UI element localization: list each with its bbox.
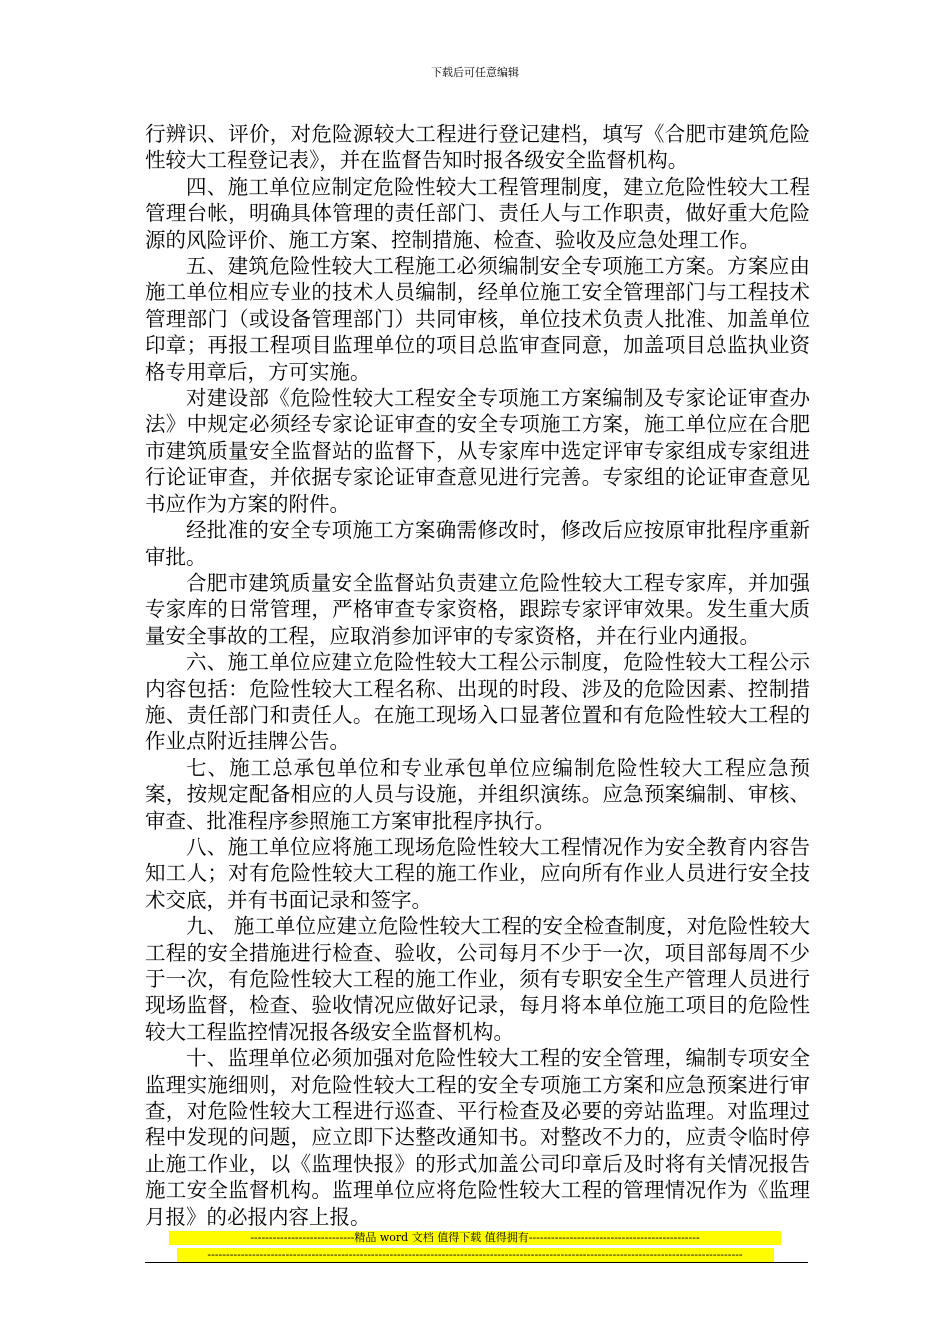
paragraph-item-5: 五、建筑危险性较大工程施工必须编制安全专项施工方案。方案应由施工单位相应专业的技术人员编制，经单位施工安全管理部门与工程技术管理部门（或设备管理部门）共同审核，单位技术负责人批准、加盖单位印章；再报工程项目监理单位的项目总监审查同意，加盖项目总监执业资格专用章后，方可实施。 <box>145 254 810 384</box>
footer-dash-line: ------------------------------------------------------------------------------------------------------------------------------------------------ <box>177 1248 774 1262</box>
footer-banner-line: ----------------------------精品 word 文档 值得下载 值得拥有---------------------------------------------- <box>169 1231 781 1245</box>
document-body <box>145 121 810 1230</box>
paragraph-item-4: 四、施工单位应制定危险性较大工程管理制度，建立危险性较大工程管理台帐，明确具体管理的责任部门、责任人与工作职责，做好重大危险源的风险评价、施工方案、控制措施、检查、验收及应急处理工作。 <box>145 174 810 252</box>
paragraph-revision: 经批准的安全专项施工方案确需修改时，修改后应按原审批程序重新审批。 <box>145 518 810 569</box>
footer-rule <box>145 1262 808 1263</box>
paragraph-item-10: 十、监理单位必须加强对危险性较大工程的安全管理，编制专项安全监理实施细则，对危险性较大工程的安全专项施工方案和应急预案进行审查，对危险性较大工程进行巡查、平行检查及必要的旁站监理。对监理过程中发现的问题，应立即下达整改通知书。对整改不力的，应责令临时停止施工作业，以《监理快报》的形式加盖公司印章后及时将有关情况报告施工安全监督机构。监理单位应将危险性较大工程的管理情况作为《监理月报》的必报内容上报。 <box>145 1046 810 1229</box>
paragraph-expert-library: 合肥市建筑质量安全监督站负责建立危险性较大工程专家库，并加强专家库的日常管理，严格审查专家资格，跟踪专家评审效果。发生重大质量安全事故的工程，应取消参加评审的专家资格，并在行业内通报。 <box>145 570 810 648</box>
page-footer <box>0 1228 950 1262</box>
paragraph-continuation: 行辨识、评价，对危险源较大工程进行登记建档，填写《合肥市建筑危险性较大工程登记表》，并在监督告知时报各级安全监督机构。 <box>145 122 810 173</box>
paragraph-item-7: 七、施工总承包单位和专业承包单位应编制危险性较大工程应急预案，按规定配备相应的人员与设施，并组织演练。应急预案编制、审核、审查、批准程序参照施工方案审批程序执行。 <box>145 755 810 833</box>
paragraph-item-6: 六、施工单位应建立危险性较大工程公示制度，危险性较大工程公示内容包括：危险性较大工程名称、出现的时段、涉及的危险因素、控制措施、责任部门和责任人。在施工现场入口显著位置和有危险性较大工程的作业点附近挂牌公告。 <box>145 650 810 754</box>
paragraph-item-9: 九、 施工单位应建立危险性较大工程的安全检查制度，对危险性较大工程的安全措施进行检查、验收，公司每月不少于一次，项目部每周不少于一次，有危险性较大工程的施工作业，须有专职安全生产管理人员进行现场监督，检查、验收情况应做好记录，每月将本单位施工项目的危险性较大工程监控情况报各级安全监督机构。 <box>145 914 810 1044</box>
page-header: 下载后可任意编辑 <box>431 66 519 79</box>
paragraph-expert-review: 对建设部《危险性较大工程安全专项施工方案编制及专家论证审查办法》中规定必须经专家论证审查的安全专项施工方案，施工单位应在合肥市建筑质量安全监督站的监督下，从专家库中选定评审专家组成专家组进行论证审查，并依据专家论证审查意见进行完善。专家组的论证审查意见书应作为方案的附件。 <box>145 386 810 516</box>
paragraph-item-8: 八、施工单位应将施工现场危险性较大工程情况作为安全教育内容告知工人；对有危险性较大工程的施工作业，应向所有作业人员进行安全技术交底，并有书面记录和签字。 <box>145 834 810 912</box>
